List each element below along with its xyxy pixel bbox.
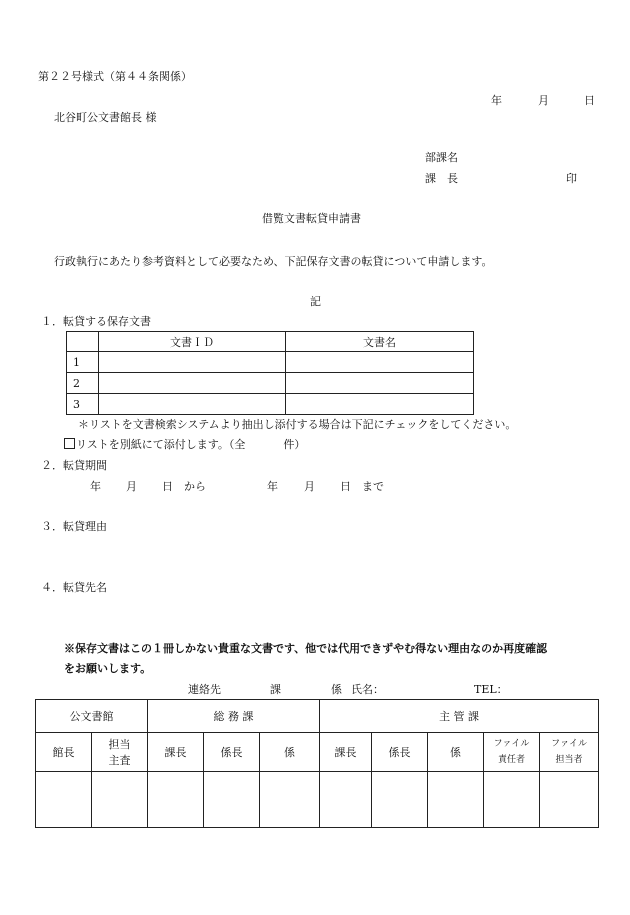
date-month-label: 月 bbox=[538, 94, 549, 107]
from-year-label: 年 bbox=[90, 480, 101, 493]
dept-label: 部課名 bbox=[425, 151, 458, 164]
ki-label: 記 bbox=[310, 295, 321, 308]
group-general-affairs: 総 務 課 bbox=[148, 700, 320, 733]
date-year-label: 年 bbox=[491, 94, 502, 107]
approver-col-header: 係 bbox=[428, 733, 484, 772]
stamp-cell[interactable] bbox=[148, 772, 204, 828]
seal-label: 印 bbox=[566, 172, 577, 185]
warning-line1: ※保存文書はこの１冊しかない貴重な文書です、他では代用できずやむ得ない理由なのか再度確認 bbox=[64, 642, 548, 655]
from-kara-label: から bbox=[184, 480, 206, 493]
addressee: 北谷町公文書館長 様 bbox=[54, 111, 157, 124]
to-made-label: まで bbox=[362, 480, 384, 493]
document-title: 借覧文書転貸申請書 bbox=[262, 212, 361, 225]
doc-id-cell[interactable] bbox=[99, 373, 286, 394]
to-year-label: 年 bbox=[267, 480, 278, 493]
form-number: 第２２号様式（第４４条関係） bbox=[38, 70, 192, 83]
group-managing-section: 主 管 課 bbox=[320, 700, 599, 733]
doc-name-cell[interactable] bbox=[286, 394, 474, 415]
section1-heading: １．転貸する保存文書 bbox=[41, 315, 151, 328]
contact-tel-label: TEL： bbox=[474, 683, 508, 696]
approver-col-header: 係長 bbox=[204, 733, 260, 772]
table-row bbox=[67, 373, 474, 394]
table-header-no bbox=[67, 332, 99, 352]
intro-text: 行政執行にあたり参考資料として必要なため、下記保存文書の転貸について申請します。 bbox=[54, 255, 493, 268]
doc-name-cell[interactable] bbox=[286, 352, 474, 373]
section4-heading: ４．転貸先名 bbox=[41, 581, 107, 594]
row-number: 2 bbox=[67, 373, 99, 394]
to-day-label: 日 bbox=[340, 480, 351, 493]
approver-col-header: ファイル 責任者 bbox=[484, 733, 540, 772]
table-header-doc-name: 文書名 bbox=[286, 332, 474, 352]
list-note: ＊リストを文書検索システムより抽出し添付する場合は下記にチェックをしてください。 bbox=[78, 418, 517, 431]
to-month-label: 月 bbox=[304, 480, 315, 493]
stamp-cell[interactable] bbox=[260, 772, 320, 828]
doc-id-cell[interactable] bbox=[99, 394, 286, 415]
attach-list-checkbox[interactable] bbox=[64, 438, 75, 449]
table-row bbox=[67, 352, 474, 373]
document-list-table bbox=[66, 331, 474, 415]
approver-col-header: 課長 bbox=[320, 733, 372, 772]
table-header-doc-id: 文書ＩＤ bbox=[99, 332, 286, 352]
approval-stamp-table bbox=[35, 699, 599, 828]
contact-ka-label: 課 bbox=[270, 683, 281, 696]
stamp-cell[interactable] bbox=[320, 772, 372, 828]
contact-kakari-label: 係 bbox=[331, 683, 342, 696]
from-month-label: 月 bbox=[126, 480, 137, 493]
stamp-cell[interactable] bbox=[36, 772, 92, 828]
row-number: 1 bbox=[67, 352, 99, 373]
section2-heading: ２．転貸期間 bbox=[41, 459, 107, 472]
approver-col-header: 担当 主査 bbox=[92, 733, 148, 772]
contact-label: 連絡先 bbox=[188, 683, 221, 696]
date-day-label: 日 bbox=[584, 94, 595, 107]
doc-name-cell[interactable] bbox=[286, 373, 474, 394]
stamp-cell[interactable] bbox=[92, 772, 148, 828]
contact-name-label: 氏名： bbox=[351, 683, 384, 696]
warning-line2: をお願いします。 bbox=[64, 662, 152, 675]
table-row bbox=[67, 394, 474, 415]
section3-heading: ３．転貸理由 bbox=[41, 520, 107, 533]
approver-col-header: 係 bbox=[260, 733, 320, 772]
group-archives: 公文書館 bbox=[36, 700, 148, 733]
stamp-cell[interactable] bbox=[428, 772, 484, 828]
approver-col-header: ファイル 担当者 bbox=[540, 733, 599, 772]
stamp-cell[interactable] bbox=[204, 772, 260, 828]
attach-list-label: リストを別紙にて添付します。（全 bbox=[76, 438, 246, 451]
approver-col-header: 課長 bbox=[148, 733, 204, 772]
from-day-label: 日 bbox=[162, 480, 173, 493]
chief-label: 課 長 bbox=[425, 172, 458, 185]
attach-count-suffix: 件） bbox=[283, 438, 306, 451]
attach-list-option[interactable] bbox=[64, 438, 305, 452]
stamp-cell[interactable] bbox=[540, 772, 599, 828]
stamp-cell[interactable] bbox=[372, 772, 428, 828]
approver-col-header: 館長 bbox=[36, 733, 92, 772]
stamp-cell[interactable] bbox=[484, 772, 540, 828]
row-number: 3 bbox=[67, 394, 99, 415]
stamp-row bbox=[36, 772, 599, 828]
approver-col-header: 係長 bbox=[372, 733, 428, 772]
doc-id-cell[interactable] bbox=[99, 352, 286, 373]
